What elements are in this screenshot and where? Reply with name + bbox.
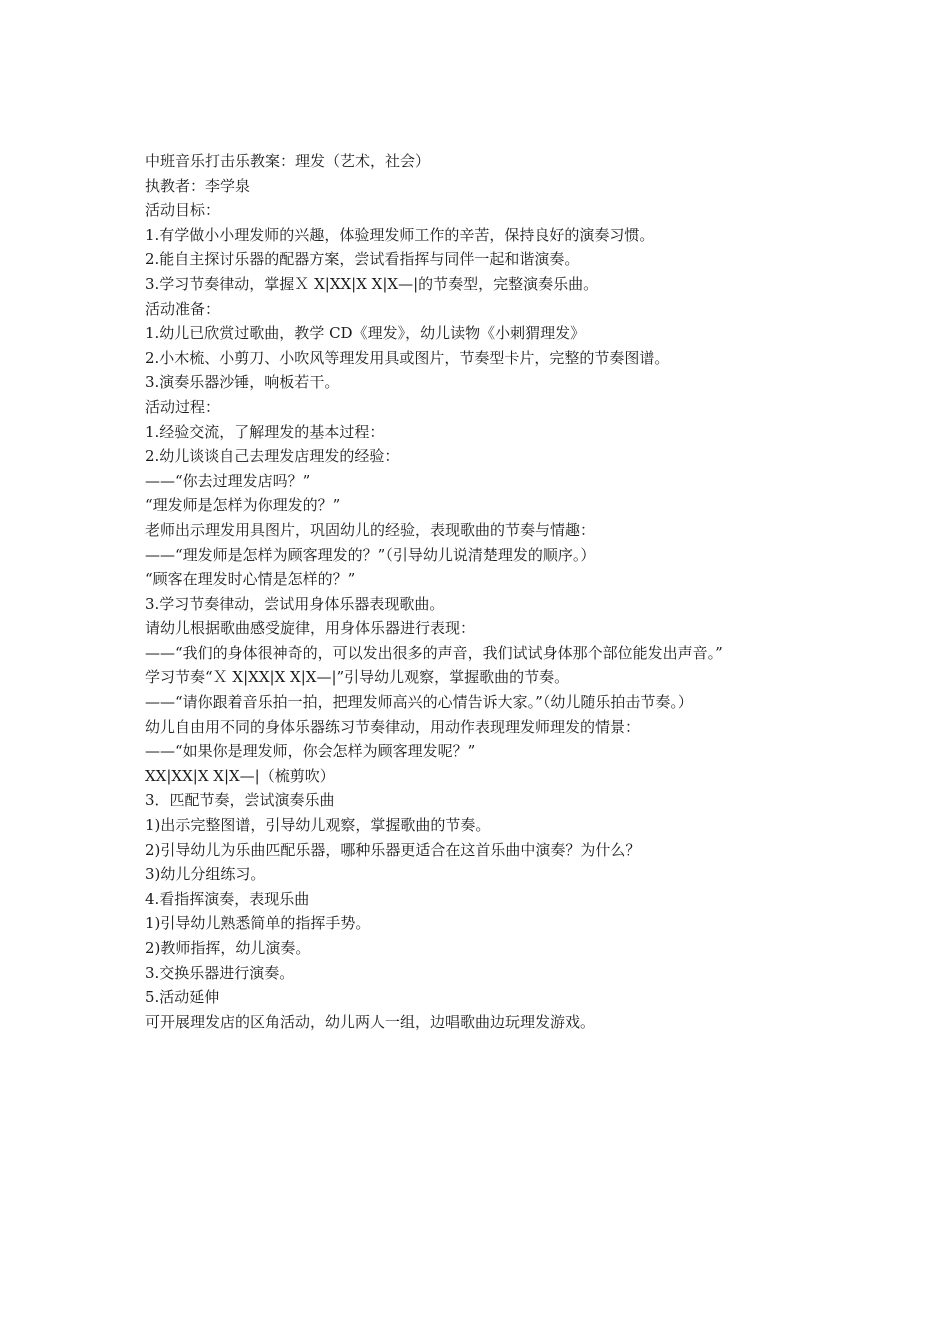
goal-item-2: 2.能自主探讨乐器的配器方案，尝试看指挥与同伴一起和谐演奏。	[145, 250, 580, 269]
process-line: 幼儿自由用不同的身体乐器练习节奏律动，用动作表现理发师理发的情景：	[145, 717, 641, 736]
process-line: 3．匹配节奏，尝试演奏乐曲	[145, 791, 335, 810]
document-title: 中班音乐打击乐教案：理发（艺术，社会）	[145, 152, 431, 170]
goal-item-3: 3.学习节奏律动，掌握Ｘ X|XX|X X|X—|的节奏型，完整演奏乐曲。	[145, 274, 599, 293]
process-line: “理发师是怎样为你理发的？”	[145, 496, 341, 515]
process-line: 4.看指挥演奏，表现乐曲	[145, 889, 310, 908]
process-line: 2)引导幼儿为乐曲匹配乐器，哪种乐器更适合在这首乐曲中演奏？为什么？	[145, 840, 641, 859]
process-line: “顾客在理发时心情是怎样的？”	[145, 570, 356, 589]
process-line: 老师出示理发用具图片，巩固幼儿的经验，表现歌曲的节奏与情趣：	[145, 520, 596, 539]
process-line: 3.交换乐器进行演奏。	[145, 963, 295, 982]
section-heading-preparation: 活动准备：	[145, 299, 221, 318]
process-line: 3)幼儿分组练习。	[145, 865, 266, 884]
process-line: 1)出示完整图谱，引导幼儿观察，掌握歌曲的节奏。	[145, 816, 491, 835]
section-heading-goals: 活动目标：	[145, 201, 221, 220]
section-heading-process: 活动过程：	[145, 397, 221, 416]
preparation-item-2: 2.小木梳、小剪刀、小吹风等理发用具或图片，节奏型卡片，完整的节奏图谱。	[145, 348, 670, 367]
goal-item-1: 1.有学做小小理发师的兴趣，体验理发师工作的辛苦，保持良好的演奏习惯。	[145, 225, 655, 244]
process-line: 学习节奏“Ｘ X|XX|X X|X—|”引导幼儿观察，掌握歌曲的节奏。	[145, 668, 570, 687]
process-line: ——“你去过理发店吗？”	[145, 471, 311, 490]
author-line: 执教者：李学泉	[145, 176, 251, 195]
process-line: ——“我们的身体很神奇的，可以发出很多的声音，我们试试身体那个部位能发出声音。”	[145, 643, 723, 662]
process-line: 1)引导幼儿熟悉简单的指挥手势。	[145, 914, 371, 933]
process-line: 2.幼儿谈谈自己去理发店理发的经验：	[145, 447, 400, 466]
rhythm-notation: XX|XX|X X|X—|（梳剪吹）	[145, 766, 335, 785]
process-line: ——“理发师是怎样为顾客理发的？”（引导幼儿说清楚理发的顺序。）	[145, 545, 596, 564]
preparation-item-3: 3.演奏乐器沙锤，响板若干。	[145, 373, 340, 392]
extension-line: 可开展理发店的区角活动，幼儿两人一组，边唱歌曲边玩理发游戏。	[145, 1012, 596, 1031]
process-line: ——“请你跟着音乐拍一拍，把理发师高兴的心情告诉大家。”（幼儿随乐拍击节奏。）	[145, 693, 693, 712]
preparation-item-1: 1.幼儿已欣赏过歌曲，教学 CD《理发》，幼儿读物《小刺猬理发》	[145, 324, 586, 343]
process-line: 2)教师指挥，幼儿演奏。	[145, 939, 311, 957]
process-line: 3.学习节奏律动，尝试用身体乐器表现歌曲。	[145, 594, 445, 613]
process-line: 请幼儿根据歌曲感受旋律，用身体乐器进行表现：	[145, 619, 476, 638]
section-heading-extension: 5.活动延伸	[145, 988, 220, 1007]
process-line: ——“如果你是理发师，你会怎样为顾客理发呢？”	[145, 742, 476, 761]
document-body	[145, 149, 845, 1034]
process-line: 1.经验交流，了解理发的基本过程：	[145, 422, 385, 441]
